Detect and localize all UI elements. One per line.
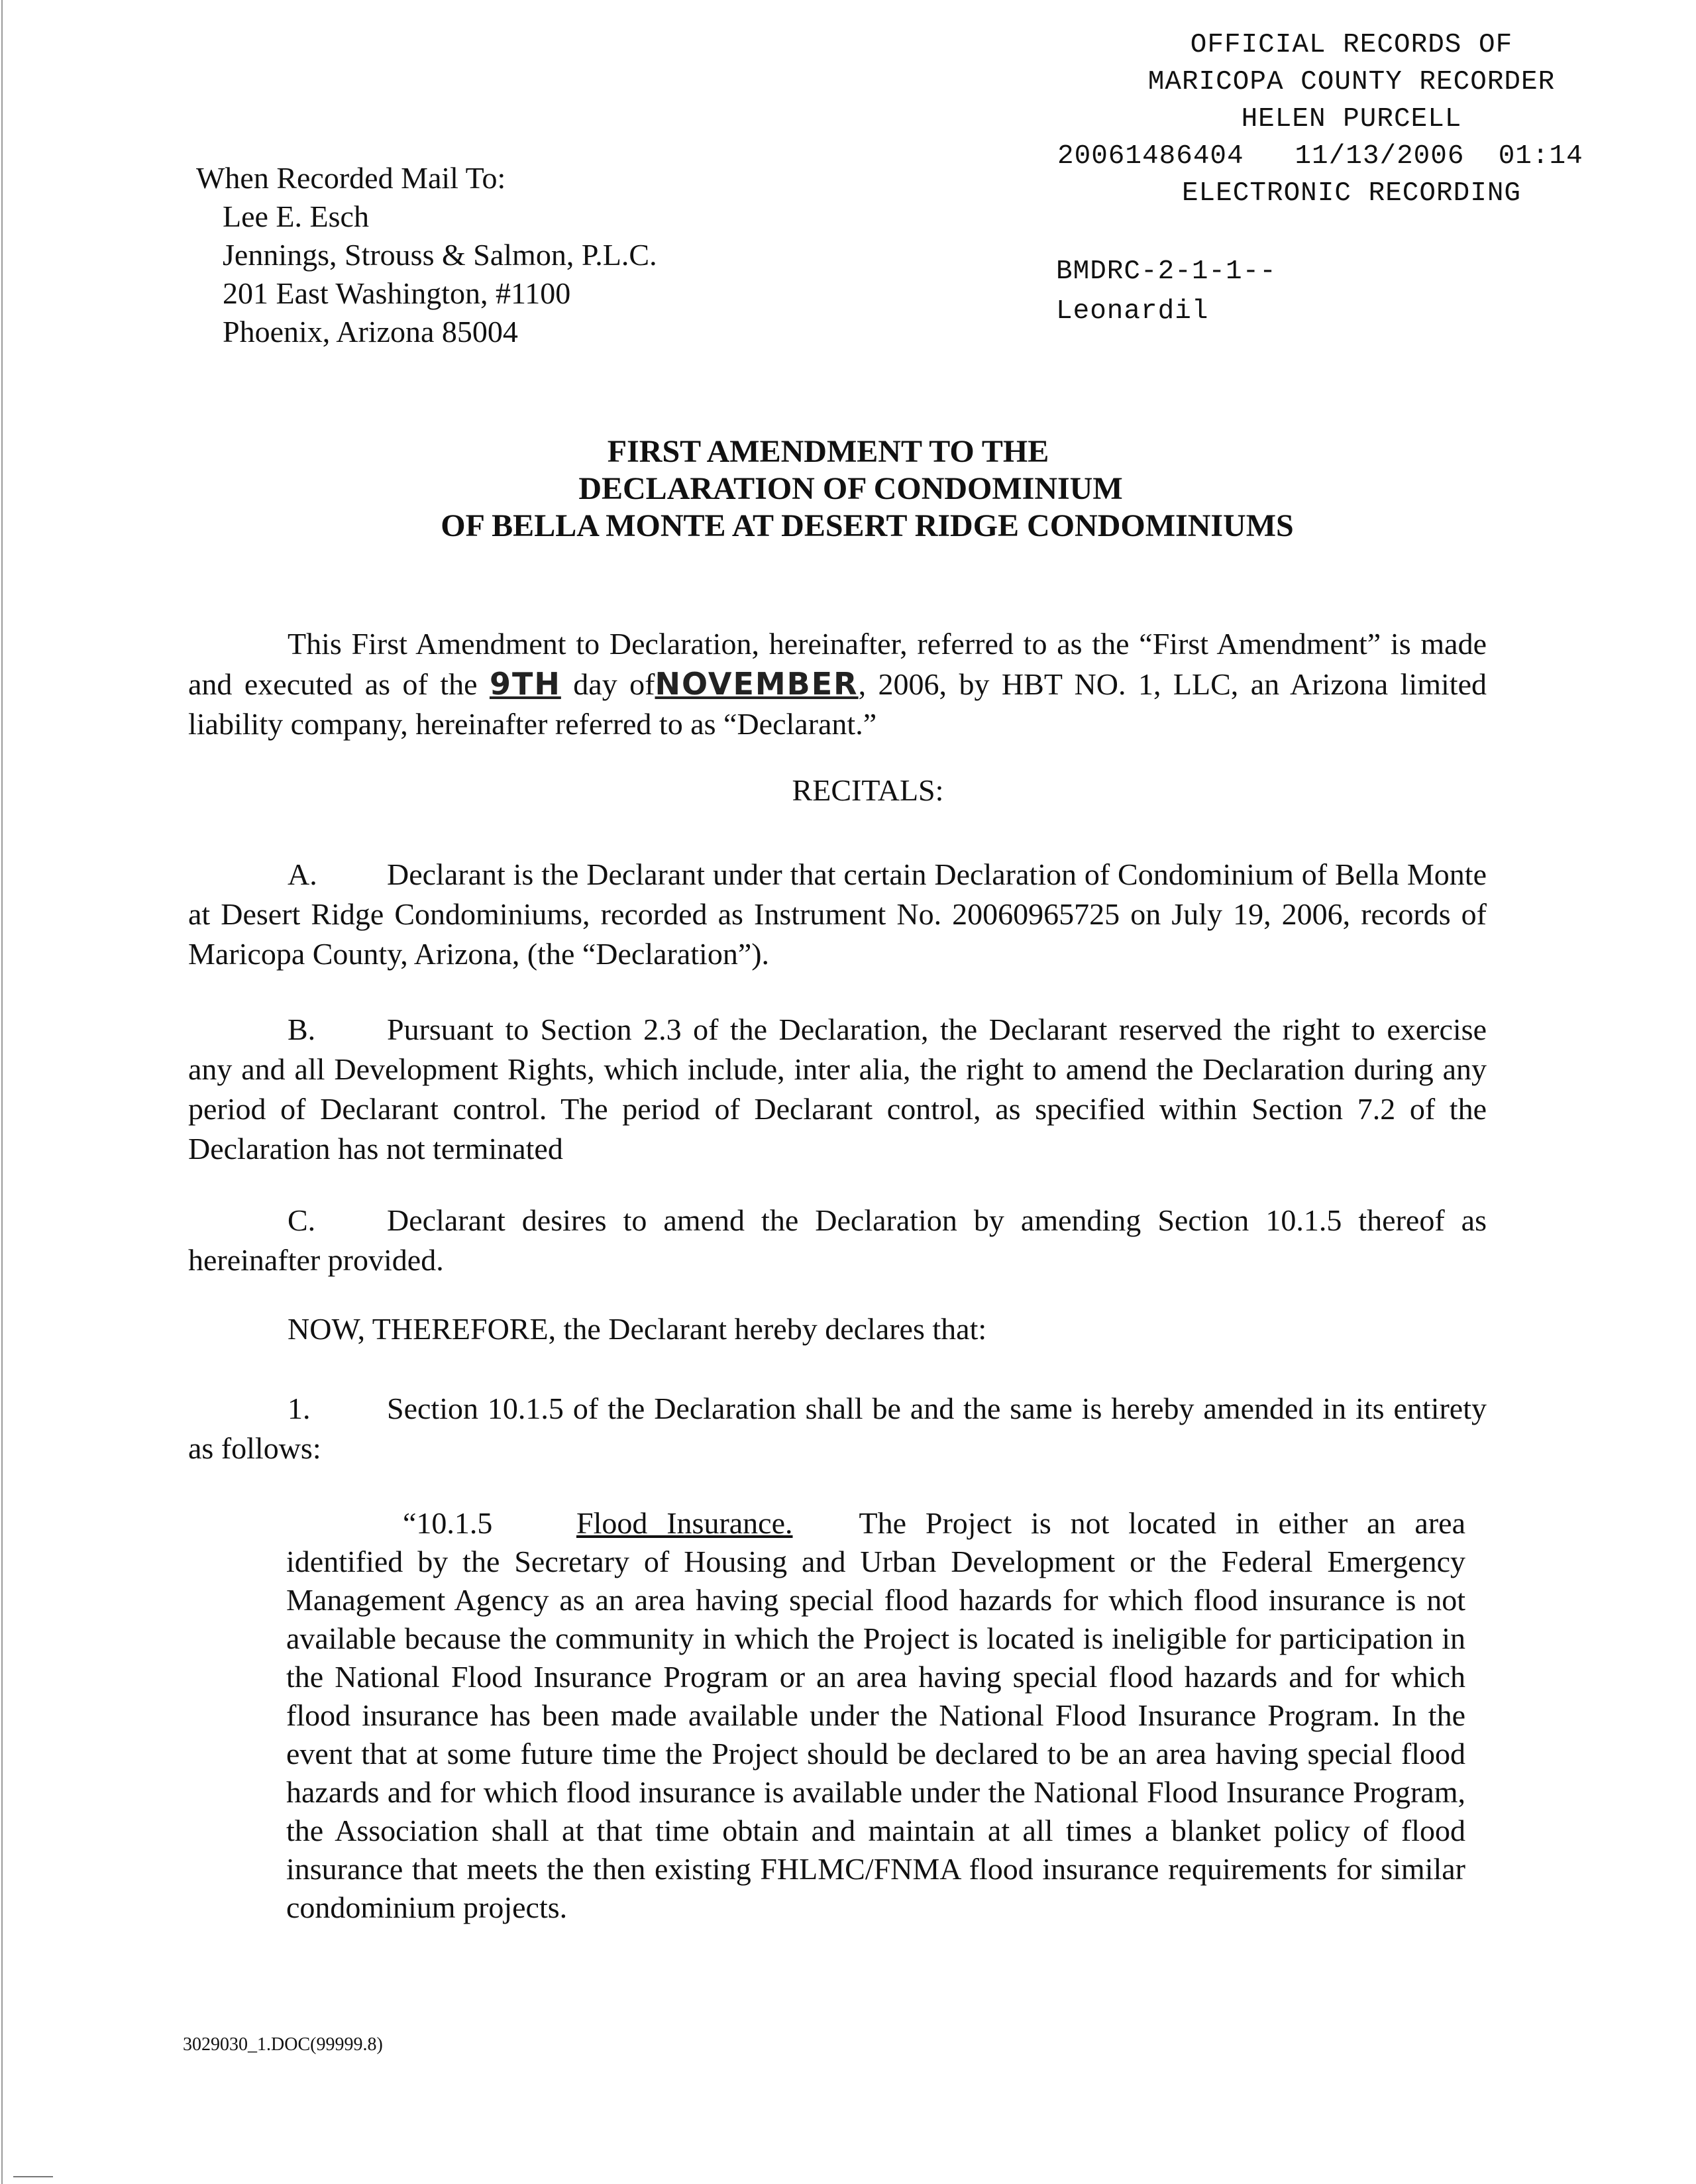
- recitals-heading: RECITALS:: [792, 773, 944, 807]
- recital-c: [188, 1201, 1487, 1280]
- title-line-1: FIRST AMENDMENT TO THE: [607, 434, 1049, 469]
- quote-section-text: The Project is not located in either an area identified by the Secretary of Housing and Urban Development or the Federal Emergency Management Agency as an area having special flood hazards for which flood insurance is not available because the community in which the Project is located is ineligible for participation in the National Flood Insurance Program or an area having special flood hazards and for which flood insurance has been made available under the National Flood Insurance Program. In the event that at some future time the Project should be declared to be an area having special flood hazards and for which flood insurance is available under the National Flood Insurance Program, the Association shall at that time obtain and maintain at all times a blanket policy of flood insurance that meets the then existing FHLMC/FNMA flood insurance requirements for similar condominium projects.: [286, 1506, 1465, 1924]
- recital-b-text: Pursuant to Section 2.3 of the Declaration, the Declarant reserved the right to exercise any and all Development Rights, which include, inter alia, the right to amend the Declaration during any period of Declarant control. The period of Declarant control, as specified within Section 7.2 of the Declaration has not terminated: [188, 1012, 1487, 1166]
- recorder-line-1: OFFICIAL RECORDS OF: [1190, 30, 1513, 60]
- title-line-3: OF BELLA MONTE AT DESERT RIDGE CONDOMINIUMS: [441, 508, 1294, 543]
- recital-c-text: Declarant desires to amend the Declaration by amending Section 10.1.5 thereof as hereinafter provided.: [188, 1203, 1487, 1277]
- recorder-clerk: Leonardil: [1056, 296, 1209, 327]
- mail-to-street: 201 East Washington, #1100: [223, 276, 571, 310]
- quote-section-title: Flood Insurance.: [576, 1506, 793, 1540]
- recital-b: [188, 1010, 1487, 1169]
- recital-a-text: Declarant is the Declarant under that certain Declaration of Condominium of Bella Monte at Desert Ridge Condominiums, recorded as Instrument No. 20060965725 on July 19, 2006, records of Maricopa County, Arizona, (the “Declaration”).: [188, 857, 1487, 971]
- recital-b-label: B.: [288, 1012, 316, 1046]
- handwritten-month: NOVEMBER: [655, 666, 859, 702]
- intro-paragraph: [188, 624, 1487, 744]
- intro-text-2: day of: [560, 667, 655, 701]
- mail-to-name: Lee E. Esch: [223, 199, 369, 233]
- intro-text-1: This First Amendment to Declaration, hereinafter, referred to as the “First Amendment” is made and executed as of the: [188, 627, 1487, 701]
- quote-section-number: “10.1.5: [403, 1506, 493, 1540]
- now-therefore-text: NOW, THEREFORE, the Declarant hereby declares that:: [288, 1312, 987, 1346]
- mail-to-firm: Jennings, Strouss & Salmon, P.L.C.: [223, 238, 657, 272]
- amended-section-quote: [286, 1504, 1465, 1927]
- section-1-text: Section 10.1.5 of the Declaration shall be and the same is hereby amended in its entirety as follows:: [188, 1392, 1487, 1465]
- recording-number: 20061486404 11/13/2006 01:14: [1057, 141, 1583, 172]
- mail-to-block: [196, 159, 657, 351]
- recorder-stamp: [1034, 27, 1670, 212]
- recital-a: [188, 855, 1487, 974]
- scan-edge-mark: [13, 2176, 53, 2177]
- section-1-paragraph: [188, 1389, 1487, 1468]
- scan-edge-line: [1, 0, 3, 2184]
- handwritten-day: 9TH: [489, 666, 561, 702]
- mail-to-city: Phoenix, Arizona 85004: [223, 315, 518, 349]
- title-line-2: DECLARATION OF CONDOMINIUM: [578, 471, 1123, 506]
- recorder-line-2: MARICOPA COUNTY RECORDER: [1147, 67, 1556, 97]
- recorder-line-3: HELEN PURCELL: [1241, 104, 1462, 135]
- recital-a-label: A.: [288, 857, 317, 891]
- recital-c-label: C.: [288, 1203, 316, 1237]
- document-footer-id: 3029030_1.DOC(99999.8): [183, 2034, 383, 2055]
- intro-text-3: , 2006, by HBT NO. 1, LLC, an Arizona limited liability company, hereinafter referred to as “Declarant.”: [188, 667, 1487, 741]
- mail-to-heading: When Recorded Mail To:: [196, 161, 506, 195]
- now-therefore-paragraph: [188, 1309, 1487, 1349]
- recorder-code-block: [1056, 252, 1277, 331]
- recorder-line-5: ELECTRONIC RECORDING: [1181, 178, 1522, 209]
- recorder-code: BMDRC-2-1-1--: [1056, 256, 1277, 287]
- document-title: [0, 433, 1696, 545]
- section-1-label: 1.: [288, 1392, 311, 1425]
